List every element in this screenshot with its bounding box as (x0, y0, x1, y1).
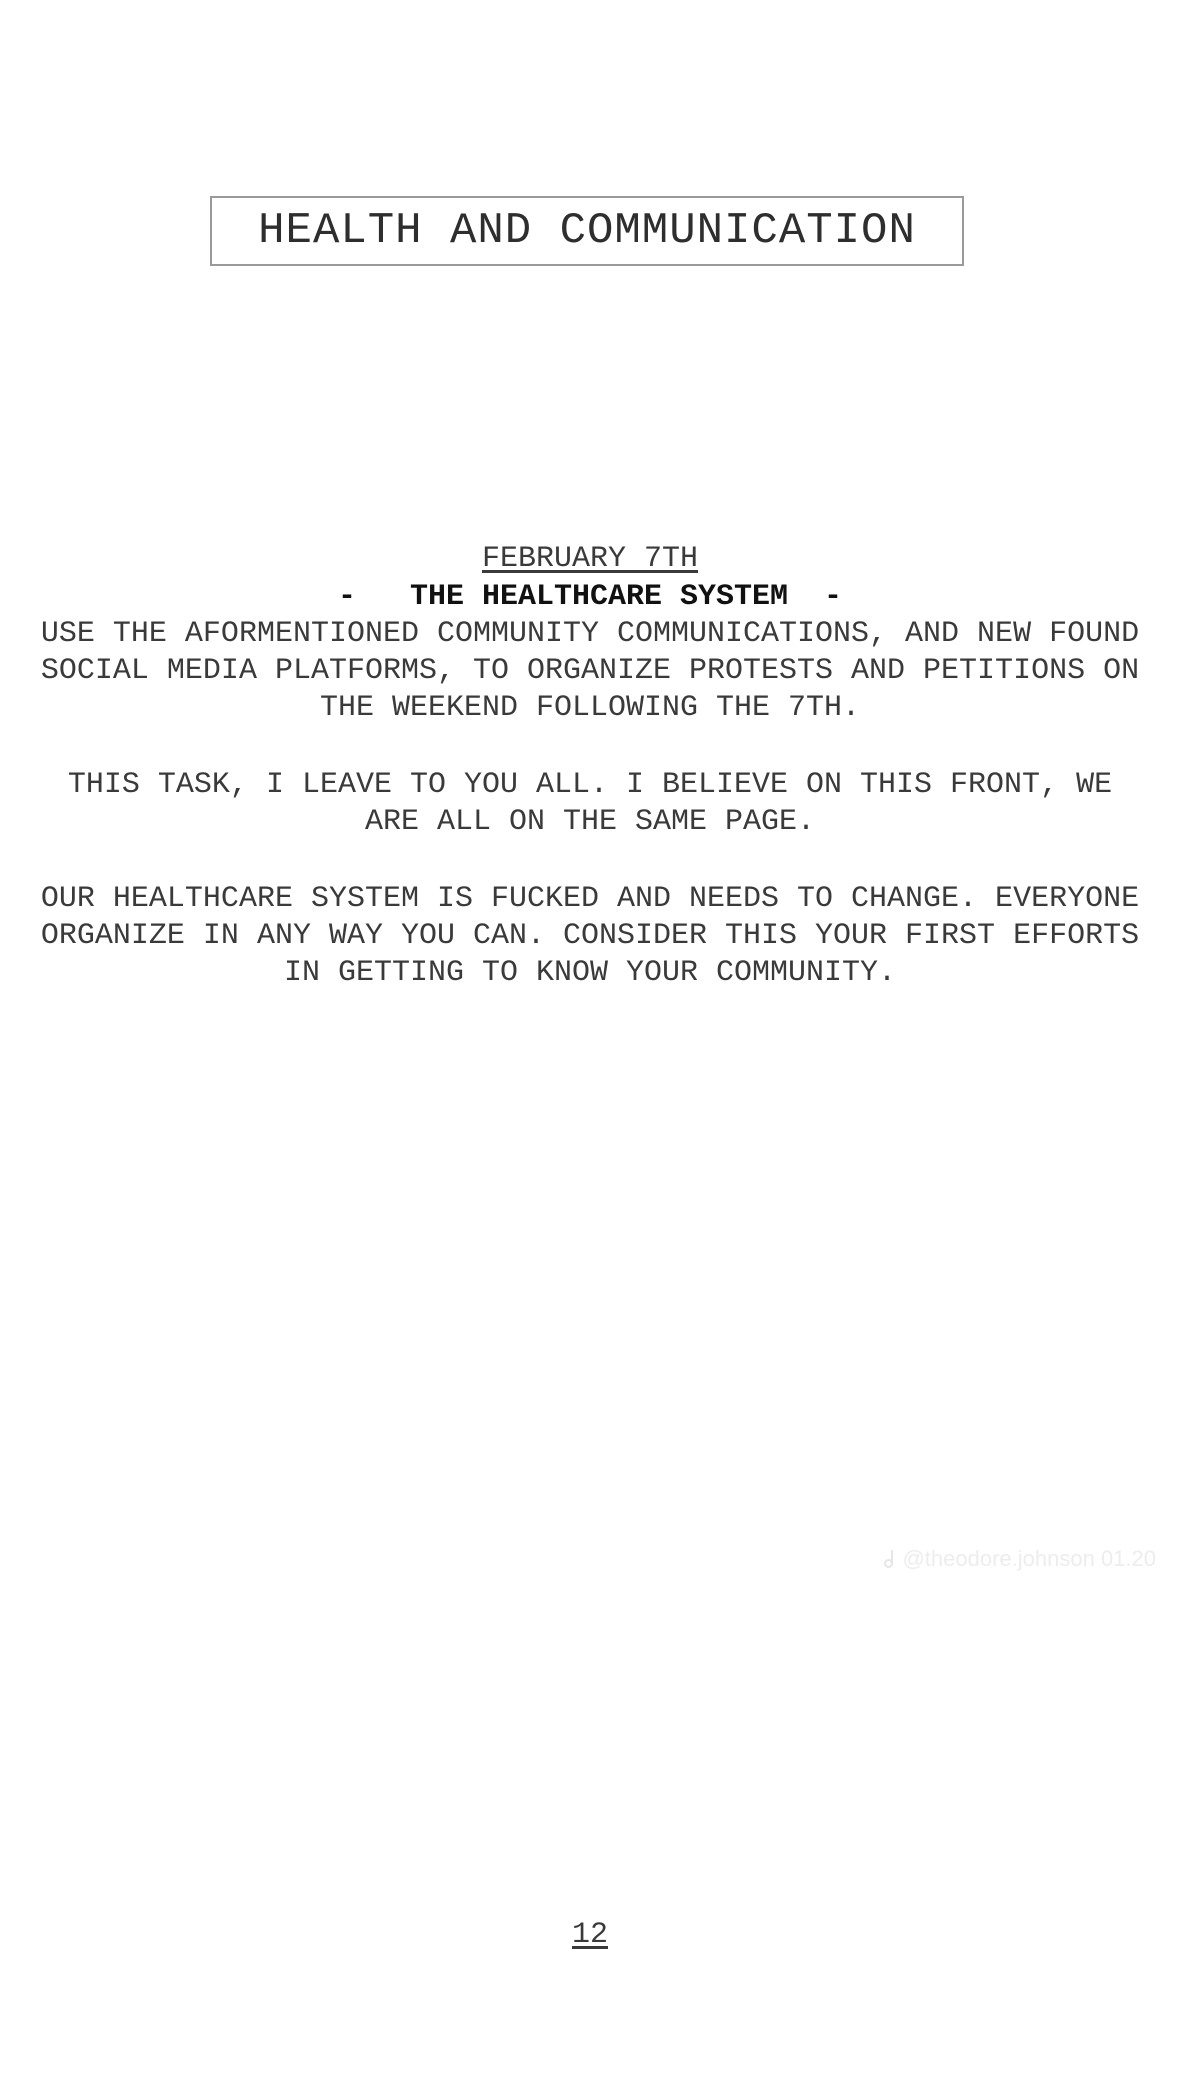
page-title: HEALTH AND COMMUNICATION (258, 206, 916, 256)
tiktok-icon (884, 1550, 898, 1568)
entry-paragraph-1: USE THE AFORMENTIONED COMMUNITY COMMUNICATIONS, AND NEW FOUND SOCIAL MEDIA PLATFORMS, TO ORGANIZE PROTESTS AND PETITIONS ON THE WEEKEND FOLLOWING THE 7TH. (40, 617, 1140, 725)
page-number-text: 12 (571, 1918, 608, 1952)
entry-paragraph-2: THIS TASK, I LEAVE TO YOU ALL. I BELIEVE ON THIS FRONT, WE ARE ALL ON THE SAME PAGE. (67, 768, 1113, 839)
watermark (884, 1546, 1156, 1572)
entry-heading: - THE HEALTHCARE SYSTEM - (337, 580, 843, 614)
page-number (0, 1918, 1180, 1952)
entry-paragraph-3: OUR HEALTHCARE SYSTEM IS FUCKED AND NEEDS TO CHANGE. EVERYONE ORGANIZE IN ANY WAY YOU CAN. CONSIDER THIS YOUR FIRST EFFORTS IN GETTING TO KNOW YOUR COMMUNITY. (40, 882, 1140, 990)
title-box (210, 196, 964, 266)
entry-date: FEBRUARY 7TH (481, 542, 699, 576)
watermark-text: @theodore.johnson 01.20 (902, 1546, 1156, 1571)
entry-section (40, 540, 1140, 992)
